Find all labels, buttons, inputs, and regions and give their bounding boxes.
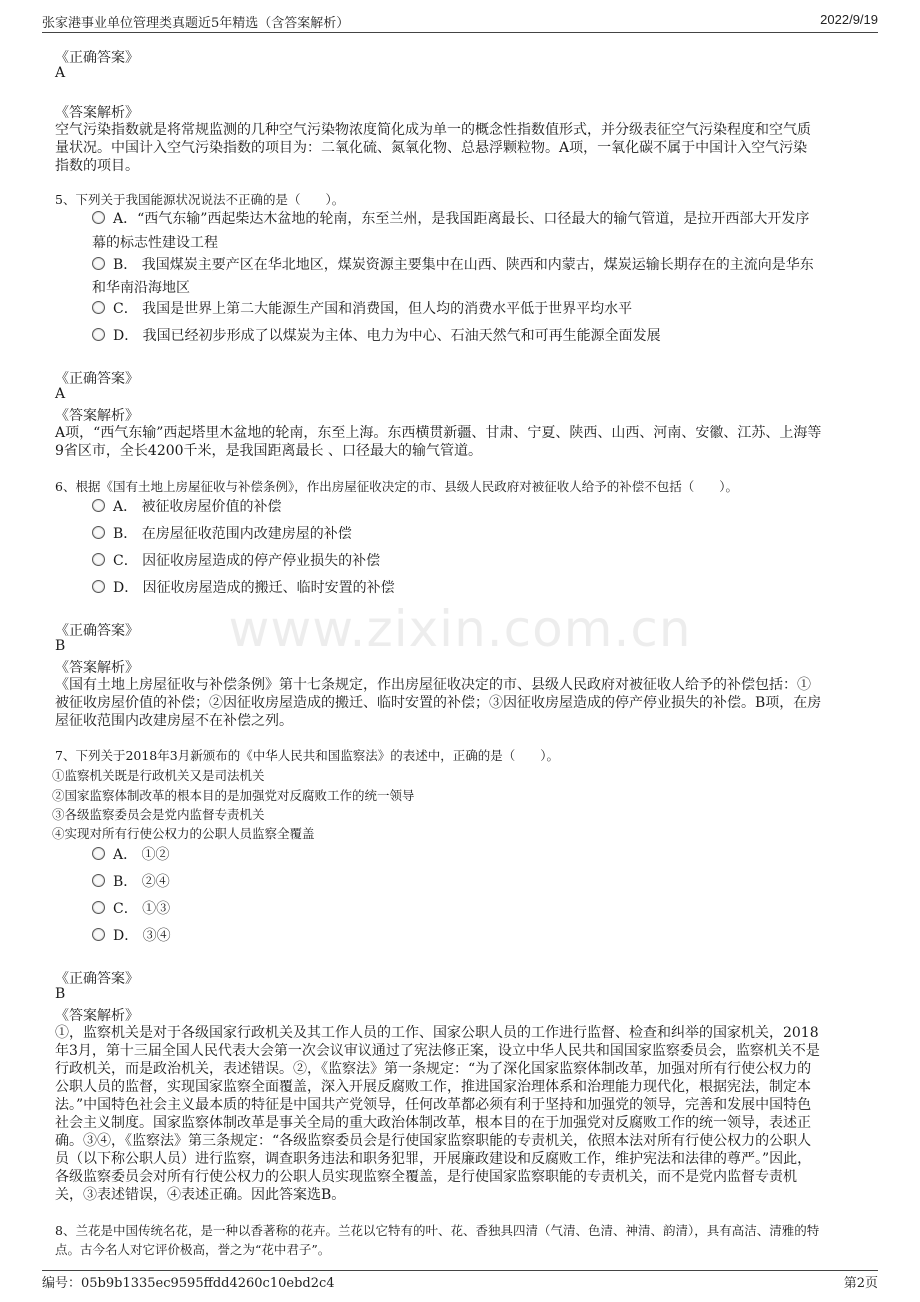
option-label: D． ③④ — [113, 928, 171, 944]
document-code: 编号：05b9b1335ec9595ffdd4260c10ebd2c4 — [42, 1276, 335, 1291]
option-label: C． ①③ — [113, 901, 171, 917]
analysis-text-line: 屋征收范围内改建房屋不在补偿之列。 — [55, 713, 293, 729]
question-text: 8、兰花是中国传统名花，是一种以香著称的花卉。兰花以它特有的叶、花、香独具四清（气清、色清、神清、韵清），具有高洁、清雅的特 — [55, 1223, 820, 1238]
analysis-label: 《答案解析》 — [55, 105, 139, 121]
radio-button-icon[interactable] — [92, 580, 105, 593]
radio-button-icon[interactable] — [92, 301, 105, 314]
radio-button-icon[interactable] — [92, 847, 105, 860]
correct-answer-label: 《正确答案》 — [55, 971, 139, 987]
analysis-text-line: A项，“西气东输”西起塔里木盆地的轮南，东至上海。东西横贯新疆、甘肃、宁夏、陕西、山西、河南、安徽、江苏、上海等 — [55, 425, 822, 441]
option-c[interactable] — [92, 897, 872, 921]
analysis-text-line: 年3月，第十三届全国人民代表大会第一次会议审议通过了宪法修正案，设立中华人民共和国国家监察委员会，监察机关不是 — [55, 1043, 820, 1059]
option-b-continued: 和华南沿海地区 — [92, 280, 190, 296]
radio-button-icon[interactable] — [92, 901, 105, 914]
option-label: B． 在房屋征收范围内改建房屋的补偿 — [113, 526, 352, 542]
analysis-text-line: 被征收房屋价值的补偿；②因征收房屋造成的搬迁、临时安置的补偿；③因征收房屋造成的停产停业损失的补偿。B项，在房 — [55, 695, 822, 711]
correct-answer-value: A — [55, 65, 66, 81]
option-d[interactable] — [92, 576, 872, 600]
question-text: 7、下列关于2018年3月新颁布的《中华人民共和国监察法》的表述中，正确的是（ ）。 — [55, 748, 559, 763]
option-a[interactable] — [92, 207, 872, 231]
correct-answer-value: B — [55, 986, 66, 1002]
option-a[interactable] — [92, 843, 872, 867]
analysis-label: 《答案解析》 — [55, 408, 139, 424]
option-label: A．“西气东输”西起柴达木盆地的轮南，东至兰州，是我国距离最长、口径最大的输气管道，是拉开西部大开发序 — [113, 211, 810, 227]
analysis-text-line: 量状况。中国计入空气污染指数的项目为：二氧化硫、氮氧化物、总悬浮颗粒物。A项，一氧化碳不属于中国计入空气污染 — [55, 140, 808, 156]
option-c[interactable] — [92, 549, 872, 573]
statement-item: ④实现对所有行使公权力的公职人员监察全覆盖 — [52, 826, 315, 841]
question-text: 点。古今名人对它评价极高，誉之为“花中君子”。 — [55, 1242, 331, 1257]
option-label: B． 我国煤炭主要产区在华北地区，煤炭资源主要集中在山西、陕西和内蒙古，煤炭运输长期存在的主流向是华东 — [113, 257, 814, 273]
page-number: 第2页 — [843, 1276, 878, 1291]
analysis-label: 《答案解析》 — [55, 660, 139, 676]
statement-item: ③各级监察委员会是党内监督专责机关 — [52, 807, 265, 822]
radio-button-icon[interactable] — [92, 257, 105, 270]
correct-answer-label: 《正确答案》 — [55, 50, 139, 66]
analysis-text-line: 空气污染指数就是将常规监测的几种空气污染物浓度简化成为单一的概念性指数值形式，并分级表征空气污染程度和空气质 — [55, 122, 811, 138]
option-label: C． 因征收房屋造成的停产停业损失的补偿 — [113, 553, 381, 569]
analysis-text-line: 关，③表述错误，④表述正确。因此答案选B。 — [55, 1187, 346, 1203]
page-footer — [42, 1272, 878, 1292]
radio-button-icon[interactable] — [92, 526, 105, 539]
analysis-text-line: 《国有土地上房屋征收与补偿条例》第十七条规定，作出房屋征收决定的市、县级人民政府对被征收人给予的补偿包括：① — [55, 677, 811, 693]
footer-divider — [42, 1270, 878, 1271]
analysis-text-line: 社会主义制度。国家监察体制改革是事关全局的重大政治体制改革，根本目的在于加强党对反腐败工作的统一领导，表述正 — [55, 1115, 811, 1131]
option-label: D． 我国已经初步形成了以煤炭为主体、电力为中心、石油天然气和可再生能源全面发展 — [113, 328, 661, 344]
option-label: A． ①② — [113, 847, 170, 863]
option-label: D． 因征收房屋造成的搬迁、临时安置的补偿 — [113, 580, 395, 596]
radio-button-icon[interactable] — [92, 874, 105, 887]
radio-button-icon[interactable] — [92, 328, 105, 341]
analysis-label: 《答案解析》 — [55, 1008, 139, 1024]
option-label: C． 我国是世界上第二大能源生产国和消费国，但人均的消费水平低于世界平均水平 — [113, 301, 633, 317]
analysis-text-line: 确。③④，《监察法》第三条规定：“各级监察委员会是行使国家监察职能的专责机关，依照本法对所有行使公权力的公职人 — [55, 1133, 812, 1149]
option-b[interactable] — [92, 870, 872, 894]
option-a-continued: 幕的标志性建设工程 — [92, 235, 218, 251]
option-label: A． 被征收房屋价值的补偿 — [113, 499, 282, 515]
analysis-text-line: 指数的项目。 — [55, 158, 139, 174]
correct-answer-label: 《正确答案》 — [55, 623, 139, 639]
option-c[interactable] — [92, 297, 872, 321]
document-date: 2022/9/19 — [820, 12, 878, 27]
document-title: 张家港事业单位管理类真题近5年精选（含答案解析） — [42, 16, 350, 31]
radio-button-icon[interactable] — [92, 499, 105, 512]
radio-button-icon[interactable] — [92, 211, 105, 224]
analysis-text-line: 法。”中国特色社会主义最本质的特征是中国共产党领导，任何改革都必须有利于坚持和加强党的领导，完善和发展中国特色 — [55, 1097, 812, 1113]
header-divider — [42, 32, 878, 33]
analysis-text-line: ①，监察机关是对于各级国家行政机关及其工作人员的工作、国家公职人员的工作进行监督、检查和纠举的国家机关，2018 — [55, 1025, 819, 1041]
correct-answer-label: 《正确答案》 — [55, 371, 139, 387]
question-text: 6、根据《国有土地上房屋征收与补偿条例》，作出房屋征收决定的市、县级人民政府对被征收人给予的补偿不包括（ ）。 — [55, 479, 738, 494]
correct-answer-value: B — [55, 638, 66, 654]
watermark: www.zixin.com.cn — [228, 600, 692, 658]
analysis-text-line: 行政机关，而是政治机关，表述错误。②，《监察法》第一条规定：“为了深化国家监察体制改革，加强对所有行使公权力的 — [55, 1061, 812, 1077]
page-header — [42, 12, 878, 32]
analysis-text-line: 9省区市，全长4200千米，是我国距离最长 、口径最大的输气管道。 — [55, 443, 482, 459]
analysis-text-line: 各级监察委员会对所有行使公权力的公职人员实现监察全覆盖，是行使国家监察职能的专责机关，而不是党内监督专责机 — [55, 1169, 797, 1185]
analysis-text-line: 员（以下称公职人员）进行监察，调查职务违法和职务犯罪，开展廉政建设和反腐败工作，维护宪法和法律的尊严。”因此， — [55, 1151, 812, 1167]
statement-item: ②国家监察体制改革的根本目的是加强党对反腐败工作的统一领导 — [52, 788, 415, 803]
option-d[interactable] — [92, 324, 872, 348]
question-text: 5、下列关于我国能源状况说法不正确的是（ ）。 — [55, 192, 345, 207]
statement-item: ①监察机关既是行政机关又是司法机关 — [52, 768, 265, 783]
radio-button-icon[interactable] — [92, 928, 105, 941]
option-b[interactable] — [92, 522, 872, 546]
option-a[interactable] — [92, 495, 872, 519]
radio-button-icon[interactable] — [92, 553, 105, 566]
option-label: B． ②④ — [113, 874, 170, 890]
option-d[interactable] — [92, 924, 872, 948]
analysis-text-line: 公职人员的监督，实现国家监察全面覆盖，深入开展反腐败工作，推进国家治理体系和治理能力现代化，根据宪法，制定本 — [55, 1079, 811, 1095]
option-b[interactable] — [92, 253, 872, 277]
correct-answer-value: A — [55, 386, 66, 402]
